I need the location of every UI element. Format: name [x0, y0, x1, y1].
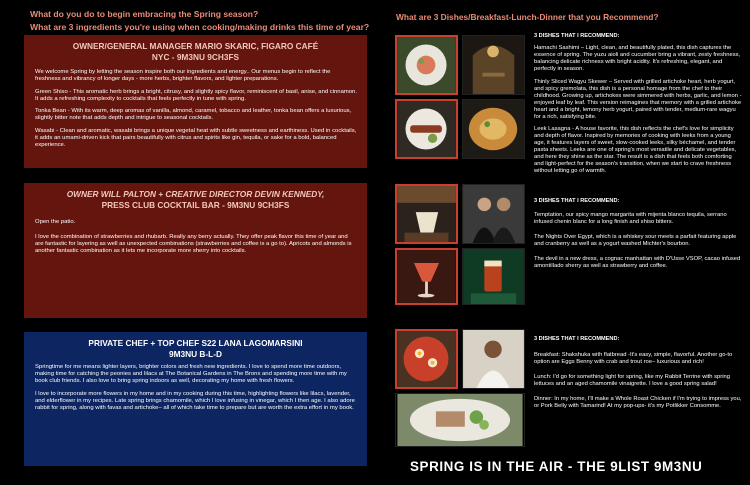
dish-description: Leek Lasagna - A house favorite, this dish reflects the chef's love for simplicity and depth of flavor. Inspired by memories of cooking with leeks from a young age, it features layers of sweet, slow-cooked leeks, silky béchamel, and tender pasta sheets. Leeks are one of spring's most versatile and delicate vegetables, and here they shine as the star. The result is a dish that feels both comforting and light-perfect for the season's transition, when we start to crave freshness without letting go of warmth. — [534, 126, 737, 174]
dishes-heading: 3 DISHES THAT I RECOMMEND: — [534, 336, 620, 342]
panel-paragraph: We welcome Spring by letting the season inspire both our ingredients and energy.. Our menus begin to reflect the freshness and vibrancy of longer days - more herbs, brighter flavors, and lighter preparations. — [35, 69, 331, 83]
panel-title: PRIVATE CHEF + TOP CHEF S22 LANA LAGOMARSINI — [88, 338, 303, 348]
panel-paragraph: Wasabi - Clean and aromatic, wasabi brings a unique vegetal heat with subtle sweetness and earthiness. Used in cocktails, it adds an umami-driven kick that pairs beautifully with citrus and spirits like gin, tequila, or sake for a bold, balanced experience. — [35, 128, 357, 149]
question-dishes: What are 3 Dishes/Breakfast-Lunch-Dinner that you Recommend? — [396, 12, 659, 22]
restaurant-interior-photo — [462, 35, 525, 95]
dishes-heading: 3 DISHES THAT I RECOMMEND: — [534, 198, 620, 204]
shakshuka-photo — [395, 329, 458, 389]
owners-portrait-photo — [462, 184, 525, 244]
panel-subtitle: PRESS CLUB COCKTAIL BAR - 9M3NU 9CH3FS — [101, 200, 290, 210]
terrine-plate-photo — [395, 393, 525, 447]
dish-description: The devil in a new dress, a cognac manhattan with D'Usse VSOP, cacao infused amontillado sherry as well as strawberry and coffee. — [534, 256, 741, 269]
dishes-list-press-club — [534, 212, 742, 276]
dishes-list-figaro — [534, 45, 742, 181]
dish-description: Temptation, our spicy mango margarita with mijenta blanco tequila, serrano infused chenin blanc for a long finish and shiso bitters. — [534, 212, 727, 225]
dishes-heading: 3 DISHES THAT I RECOMMEND: — [534, 33, 620, 39]
sashimi-plate-photo — [395, 35, 458, 95]
cocktail-bar-photo — [395, 184, 458, 244]
panel-paragraph: I love to incorporate more flowers in my home and in my cooking during this time, highlighting flowers like lilacs, lavender, and elderflower in my recipes. Late spring brings chamomile, which I love infusing in vinegar, which I then age. I also adore rabbit for spring, along with favas and artichoke– all of which take time to prepare but are worth the extra effort in my book. — [35, 390, 355, 411]
press-club-panel — [24, 183, 367, 318]
dish-description: Hamachi Sashimi – Light, clean, and beautifully plated, this dish captures the essence of spring. The yuzu aioli and cucumber bring a vibrant, zesty freshness, balancing delicate richness with bright acidity. It's refreshing, elegant, and perfectly in season. — [534, 45, 741, 72]
dish-description: Thinly Sliced Wagyu Skewer – Served with grilled artichoke heart, herb yogurt, and spicy gremolata, this dish is a personal homage from the chef to their childhood. Growing up, artichokes were simmered with herbs, garlic, and lemon - enjoyed leaf by leaf. This version reimagines that memory with a grilled artichoke heart and a bright, lemony herb yogurt, paired with tender, medium-rare wagyu for a rich, satisfying bite. — [534, 78, 742, 120]
question-ingredients: What are 3 ingredients you're using when cooking/making drinks this time of year? — [30, 22, 370, 32]
panel-paragraph: Open the patio. — [35, 219, 76, 225]
chef-portrait-photo — [462, 329, 525, 389]
question-spring: What do you do to begin embracing the Spring season? — [30, 9, 259, 19]
lasagna-dish-photo — [462, 99, 525, 159]
dish-description: Breakfast: Shakshuka with flatbread -It's easy, simple, flavorful. Another go-to option are Eggs Benny with crab and trout roe– luxurious and rich! — [534, 352, 733, 365]
private-chef-panel — [24, 332, 367, 466]
skewer-dish-photo — [395, 99, 458, 159]
panel-subtitle: 9M3NU B-L-D — [168, 349, 222, 359]
figaro-cafe-panel — [24, 35, 367, 168]
dish-description: The Nights Over Egypt, which is a whiskey sour meets a parfait featuring apple and cranberry as well as a yogurt washed Michter's bourbon. — [534, 234, 737, 247]
panel-title: OWNER WILL PALTON + CREATIVE DIRECTOR DEVIN KENNEDY, — [66, 189, 325, 199]
dish-description: Lunch: I'd go for something light for spring, like my Rabbit Terrine with spring lettuces and an aged chamomile vinaigrette. I love a good spring salad! — [534, 374, 730, 387]
panel-paragraph: Tonka Bean - With its warm, deep aromas of vanilla, almond, caramel, tobacco and leather, tonka bean offers a luxurious, slightly bitter note that adds depth and intrigue to seasonal cocktails. — [35, 108, 352, 122]
red-cocktail-photo — [395, 248, 458, 305]
dishes-list-private-chef — [534, 352, 742, 416]
dish-description: Dinner: In my home, I'll make a Whole Roast Chicken if I'm trying to impress you, or Pork Belly with Tamarind! At my pop-ups- it's my Potlikker Consomme. — [534, 396, 742, 409]
panel-paragraph: Springtime for me means lighter layers, brighter colors and fresh new ingredients. I love to spend more time outdoors, making time for catching the peonies and lilacs at The Botanical Gardens in The Bronx and spending more time with my book club friends. I also love to bring spring indoors as well, decorating my home with fresh flowers. — [35, 364, 347, 385]
green-cocktail-photo — [462, 248, 525, 305]
panel-paragraph: I love the combination of strawberries and rhubarb. Really any berry actually. They offer peak flavor this time of year and are fantastic for layering as well as unexpected combinations (strawberries and coffee is a go to). Apricots and almonds is another fantastic combination as it lets me incorporate more sherry into cocktails. — [35, 234, 352, 255]
panel-paragraph: Green Shiso - This aromatic herb brings a bright, citrusy, and slightly spicy flavor, reminiscent of basil, anise, and cinnamon. It adds a refreshing complexity to cocktails that feels perfectly in tune with spring. — [35, 88, 357, 102]
footer-banner: SPRING IS IN THE AIR - THE 9LIST 9M3NU — [410, 459, 703, 474]
panel-title: OWNER/GENERAL MANAGER MARIO SKARIC, FIGARO CAFÉ — [72, 41, 319, 51]
panel-subtitle: NYC - 9M3NU 9CH3FS — [151, 52, 240, 62]
